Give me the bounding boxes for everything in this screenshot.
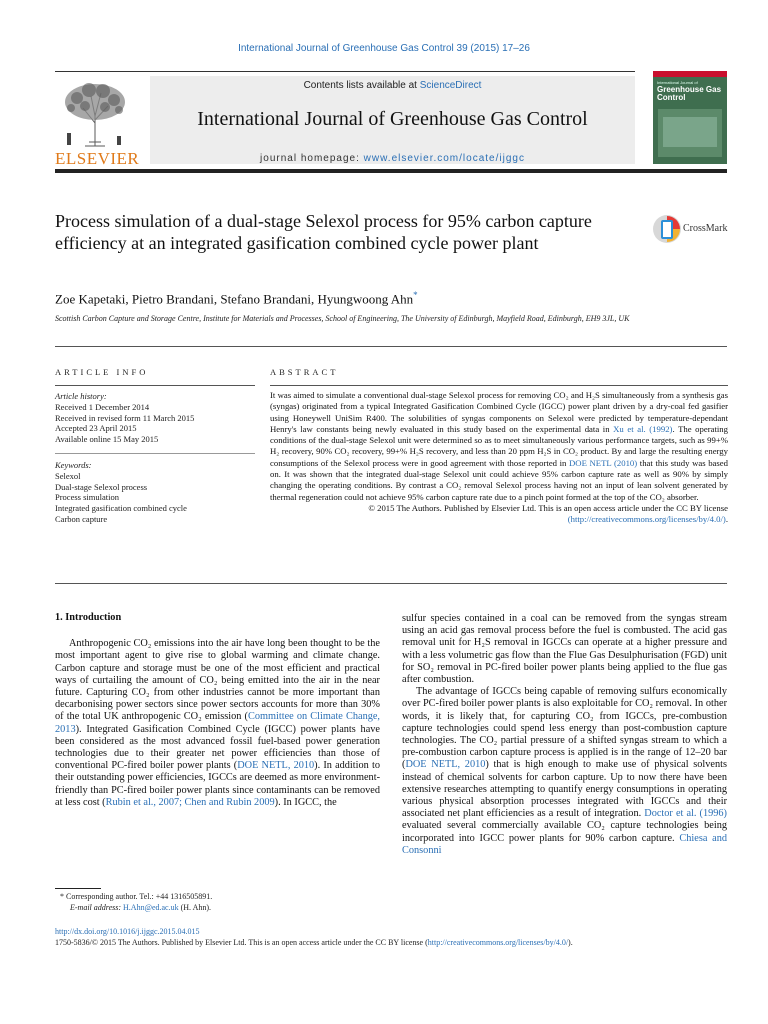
- intro-text: evaluated several commercially available CO₂ capture technologies being incorporated into IGCC power plants for 90% carbon capture.: [402, 820, 727, 844]
- email-suffix: (H. Ahn).: [178, 902, 212, 912]
- keywords-list: [55, 460, 265, 525]
- article-info-rule: [55, 385, 255, 386]
- intro-text: ). Integrated Gasification Combined Cycle (IGCC) power plants have been considered as the most advanced fossil fuel-based power generation technologies due to their greater net power efficiencies than those of conventional PC-fired boiler power plants (: [55, 723, 380, 772]
- ref-doe-netl-2010[interactable]: DOE NETL (2010): [569, 457, 638, 468]
- keyword: Selexol: [55, 470, 81, 481]
- article-history: [55, 391, 265, 445]
- license-text: © 2015 The Authors. Published by Elsevier Ltd. This is an open access article under the CC BY license: [368, 502, 728, 513]
- author-affiliation: Scottish Carbon Capture and Storage Centre, Institute for Materials and Processes, School of Engineering, The University of Edinburgh, Mayfield Road, Edinburgh, EH9 3JL, UK: [55, 314, 630, 323]
- history-item: Received in revised form 11 March 2015: [55, 412, 195, 423]
- footnote-corresponding: Corresponding author. Tel.: +44 1316505891.: [66, 892, 213, 901]
- contents-prefix: Contents lists available at: [303, 80, 420, 91]
- article-info-heading: ARTICLE INFO: [55, 367, 149, 377]
- section-heading-introduction: 1. Introduction: [55, 612, 122, 623]
- footnote-mark: *: [60, 892, 64, 901]
- intro-paragraph: [55, 638, 380, 809]
- abstract-heading: ABSTRACT: [270, 367, 339, 377]
- license-end: .: [725, 514, 728, 525]
- title-divider: [55, 346, 727, 347]
- cover-top-text: International Journal of: [657, 80, 698, 85]
- keywords-rule: [55, 453, 255, 454]
- history-item: Available online 15 May 2015: [55, 434, 159, 445]
- corresponding-author-mark[interactable]: *: [413, 290, 418, 300]
- intro-text: The advantage of IGCCs being capable of removing sulfurs economically over PC-fired boiler power plants is also exploitable for CO₂ removal. In other words, it is likely that, for capturing CO₂ from IGCCs, pre-combustion capture technologies could spend less energy than post-combustion capture technologies. The CO₂ partial pressure of a shifted syngas stream to which a pre-combustion carbon capture process is applied is in the range of 12–20 bar (: [402, 686, 727, 771]
- body-left-column: [55, 612, 380, 809]
- intro-text: ). In addition to their outstanding power efficiencies, IGCCs are deemed as more environment-friendly than PC-fired boiler power plants since contaminants can be removed at less cost (: [55, 760, 380, 808]
- rights-text: 1750-5836/© 2015 The Authors. Published by Elsevier Ltd. This is an open access article under the CC BY license (: [55, 937, 428, 947]
- ref-doe-netl[interactable]: DOE NETL, 2010: [237, 760, 315, 772]
- crossmark-icon: [652, 212, 682, 246]
- footnote-email-line: [60, 903, 380, 914]
- homepage-link[interactable]: www.elsevier.com/locate/ijggc: [363, 153, 525, 164]
- intro-text: ) that is high enough to make use of physical solvents instead of chemical solvents for carbon capture. Up to now there have been extensive researches attempting to quantify energy consumptions in operating various physical absorption processes integrated with IGCCs and their associated net plant efficiencies as a result of integration.: [402, 759, 727, 820]
- intro-text: ). In IGCC, the: [274, 796, 337, 808]
- running-header[interactable]: International Journal of Greenhouse Gas Control 39 (2015) 17–26: [238, 43, 530, 54]
- authors-text: Zoe Kapetaki, Pietro Brandani, Stefano Brandani, Hyungwoong Ahn: [55, 291, 414, 307]
- ref-doctor-1996[interactable]: Doctor et al. (1996): [644, 808, 727, 820]
- elsevier-tree-logo: [55, 78, 135, 148]
- journal-title: International Journal of Greenhouse Gas Control: [197, 108, 588, 130]
- abstract-text: that this study was based on. It was shown that the integrated dual-stage Selexol unit could achieve 95% carbon capture rate as well as 90% by simply changing the operating conditions. By contrast a CO₂ removal Selexol process having not an input of lean solvent generated by thermal regeneration could not achieve 95% carbon capture rate due to a pinch point formed at the top of the CO₂ absorber.: [270, 457, 728, 502]
- crossmark-label: CrossMark: [683, 223, 728, 234]
- license-link[interactable]: (http://creativecommons.org/licenses/by/4.0/): [567, 514, 726, 525]
- publisher-wordmark[interactable]: ELSEVIER: [55, 149, 140, 168]
- journal-cover-image[interactable]: [653, 71, 727, 164]
- ref-committee-climate-change[interactable]: Committee on Climate Change, 2013: [55, 711, 381, 735]
- contents-line: [150, 80, 635, 91]
- footnote: [60, 892, 380, 913]
- ref-xu-1992[interactable]: Xu et al. (1992): [613, 423, 673, 434]
- keyword: Carbon capture: [55, 513, 108, 524]
- history-item: Received 1 December 2014: [55, 401, 150, 412]
- history-item: Accepted 23 April 2015: [55, 423, 137, 434]
- ref-doe-netl[interactable]: DOE NETL, 2010: [405, 759, 486, 771]
- author-list: [55, 290, 695, 307]
- license-line: [270, 503, 728, 526]
- cover-title-text: Greenhouse Gas Control: [657, 85, 722, 102]
- doi-link[interactable]: http://dx.doi.org/10.1016/j.ijggc.2015.04.015: [55, 927, 200, 936]
- intro-text: Anthropogenic CO₂ emissions into the air have long been thought to be the most important agent to give rise to global warming and climate change. Carbon capture and storage must be one of the most efficient and practical ways of curtailing the amount of CO₂ being emitted into the air in the near future. Capturing CO₂ from other industries cannot be more important than decarbonising power sectors since power sectors accounts for more than 30% of the total UK anthropogenic CO₂ emission (: [55, 638, 380, 723]
- ref-chiesa-consonni[interactable]: Chiesa and Consonni: [402, 832, 728, 856]
- article-title: Process simulation of a dual-stage Selexol process for 95% carbon capture efficiency at an integrated gasification combined cycle power plant: [55, 211, 592, 253]
- intro-paragraph: sulfur species contained in a coal can be removed from the syngas stream using an acid gas removal process before the fuel is combusted. The acid gas removal unit for H₂S removal in IGCCs can operate at a higher pressure and with a less volumetric gas flow than the Flue Gas Desulphurisation (FGD) unit for SO₂ removal in PC-fired boiler power plants being applied to the flue gas after combustion.: [402, 613, 727, 686]
- sciencedirect-link[interactable]: ScienceDirect: [419, 80, 482, 91]
- keyword: Dual-stage Selexol process: [55, 481, 148, 492]
- body-right-column: [402, 613, 727, 857]
- author-email-link[interactable]: H.Ahn@ed.ac.uk: [123, 902, 179, 912]
- footnote-line: [60, 892, 380, 903]
- ref-rubin-chen[interactable]: Rubin et al., 2007; Chen and Rubin 2009: [105, 796, 275, 808]
- keyword: Integrated gasification combined cycle: [55, 503, 187, 514]
- footnote-rule: [55, 888, 101, 889]
- journal-homepage: [150, 153, 635, 164]
- keywords-label: Keywords:: [55, 460, 92, 470]
- abstract-bottom-rule: [55, 583, 727, 584]
- abstract-text: . The operating conditions of the dual-stage Selexol unit were determined so as to meet simultaneously various performance targets, such as 99+% H₂ recovery, 90% CO₂ recovery, 99+% H₂S recovery, and less than 20 ppm H₂S in CO₂ product. By and large the resulting energy consumptions of the Selexol process were in good agreement with those reported in: [270, 423, 728, 468]
- abstract-rule: [270, 385, 728, 386]
- abstract-text: It was aimed to simulate a conventional dual-stage Selexol process for removing CO₂ and H₂S simultaneously from a synthesis gas (syngas) originated from a typical Integrated Gasification Combined Cycle (IGCC) power plant driven by a dry-coal fed gasifier using Honeywell UniSim R400. The solubilities of syngas components on Selexol were predicted by temperature-dependant Henry's law constants being newly evaluated in this study based on the experimental data in: [270, 390, 728, 434]
- history-label: Article history:: [55, 391, 107, 401]
- keyword: Process simulation: [55, 492, 119, 503]
- masthead-bottom-rule: [55, 169, 727, 173]
- homepage-prefix: journal homepage:: [260, 153, 364, 164]
- rights-line: [55, 938, 735, 949]
- masthead-top-rule: [55, 71, 635, 72]
- rights-end: ).: [568, 937, 573, 947]
- intro-paragraph: [402, 686, 727, 857]
- rights-license-link[interactable]: http://creativecommons.org/licenses/by/4.0/: [427, 937, 569, 947]
- crossmark-badge[interactable]: [652, 212, 732, 246]
- bottom-info: [55, 927, 735, 948]
- email-label: E-mail address:: [70, 902, 124, 912]
- abstract-body: [270, 390, 728, 526]
